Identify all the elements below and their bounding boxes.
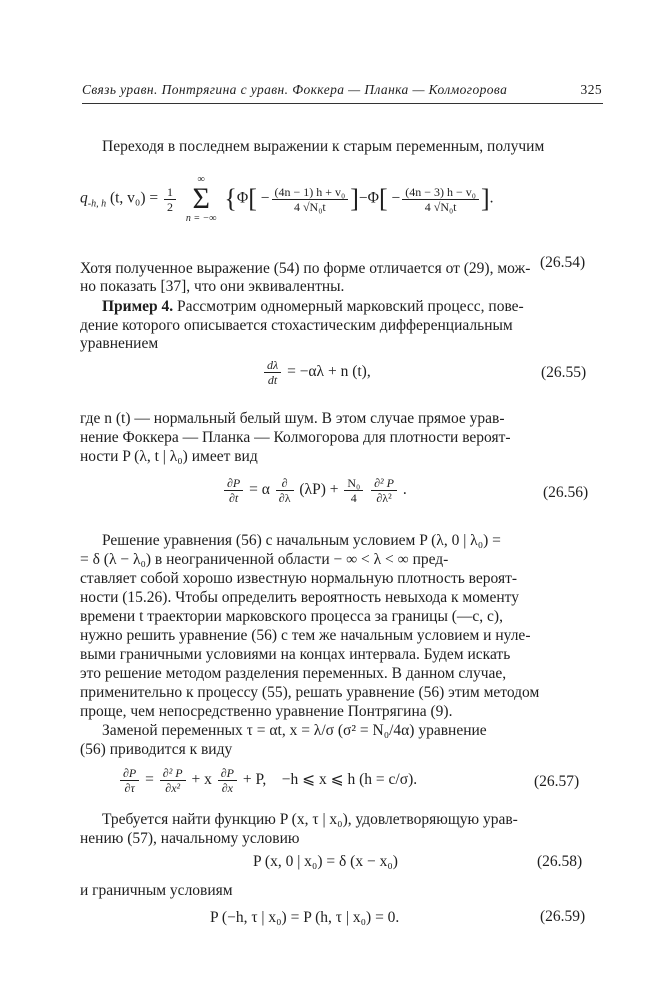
paragraph-line: нению (57), начальному условию: [80, 830, 300, 847]
equation-26-57: $\frac{\partial P}{\partial\tau}$ = $\frac{\text{∂² P}}{\text{∂x²}}$ + x $\frac{\partial P}{\partial x}$ + P, −h ⩽ x ⩽ h (h = c/σ).: [118, 766, 417, 795]
paragraph-line: уравнением: [80, 335, 159, 352]
equation-26-55: $\frac{d\lambda}{dt}$ = −αλ + n (t),: [262, 358, 371, 387]
paragraph-line: Заменой переменных τ = αt, x = λ/σ (σ² = N₀/4α) уравнение: [102, 722, 487, 739]
paragraph-line: Хотя полученное выражение (54) по форме отличается от (29), мож-: [80, 260, 531, 277]
running-header: [82, 80, 602, 102]
equation-26-59: P (−h, τ | x₀) = P (h, τ | x₀) = 0.: [210, 909, 400, 926]
equation-number: (26.55): [541, 364, 587, 381]
equation-number: (26.58): [537, 853, 583, 870]
paragraph-line: = δ (λ − λ₀) в неограниченной области − ∞ < λ < ∞ пред-: [80, 551, 449, 568]
eq54-lhs-sub: -h, h: [87, 198, 107, 210]
eq54-phi2-fraction: $\frac{\text{(4n − 3) h − v₀}}{\text{4 √N₀t}}$: [402, 185, 479, 214]
paragraph-line: но показать [37], что они эквивалентны.: [80, 278, 345, 295]
equation-number: (26.59): [540, 908, 586, 925]
paragraph-line: проще, чем непосредственно уравнение Понтрягина (9).: [80, 703, 453, 720]
paragraph-line: Переходя в последнем выражении к старым переменным, получим: [102, 138, 545, 155]
paragraph-line: это решение методом разделения переменных. В данном случае,: [80, 665, 507, 682]
paragraph-line: Решение уравнения (56) с начальным условием P (λ, 0 | λ₀) =: [102, 532, 501, 549]
paragraph-line: нужно решить уравнение (56) с тем же начальным условием и нуле-: [80, 627, 531, 644]
eq54-lhs-args: (t, v₀) =: [109, 189, 159, 207]
paragraph-line: нение Фоккера — Планка — Колмогорова для плотности вероят-: [80, 429, 511, 446]
paragraph-line: Пример 4. Рассмотрим одномерный марковский процесс, пове-: [102, 298, 524, 315]
eq54-lhs: q: [80, 189, 88, 207]
paragraph-line: (56) приводится к виду: [80, 741, 233, 758]
equation-26-58: P (x, 0 | x₀) = δ (x − x₀): [253, 853, 398, 870]
example-label: Пример 4.: [102, 298, 174, 315]
eq54-summation: ∞ Σ n = −∞: [185, 174, 217, 224]
equation-number: (26.57): [534, 773, 580, 790]
paragraph-line: применительно к процессу (55), решать уравнение (56) этим методом: [80, 684, 540, 701]
header-rule: [82, 103, 603, 104]
paragraph-line: ставляет собой хорошо известную нормальную плотность вероят-: [80, 570, 518, 587]
header-title: Связь уравн. Понтрягина с уравн. Фоккера — Планка — Колмогорова: [82, 82, 508, 97]
paragraph-line: выми граничными условиями на концах интервала. Будем искать: [80, 646, 511, 663]
paragraph-line: дение которого описывается стохастическим дифференциальным: [80, 317, 513, 334]
equation-number: (26.56): [543, 484, 589, 501]
eq54-coefficient: $\frac{1}{2}$: [164, 185, 176, 214]
paragraph-line: где n (t) — нормальный белый шум. В этом случае прямое урав-: [80, 410, 505, 427]
paragraph-line: и граничным условиям: [80, 882, 233, 899]
equation-number: (26.54): [540, 254, 586, 271]
paragraph-line: времени t траектории марковского процесса за границы (—c, c),: [80, 608, 503, 625]
page-number: 325: [580, 82, 602, 97]
paragraph-line: ности (15.26). Чтобы определить вероятность невыхода к моменту: [80, 589, 519, 606]
equation-26-54: $q_{-h, h}$ (t, v₀) = $\frac{1}{2}$ ∞ Σ n = −∞ {Φ[ − $\frac{\text{(4n − 1) h + v₀}}{\text{4 √N₀t}}$ ]−Φ[ − $\frac{\text{(4n − 3) h − v₀}}{\text{4 √N₀t}}$ ].: [80, 174, 494, 224]
equation-26-56: $\frac{\partial P}{\partial t}$ = α $\frac{\partial}{\partial\lambda}$ (λP) + $\frac{\text{N₀}}{4}$ $\frac{\text{∂² P}}{\text{∂λ²}}$ .: [222, 476, 407, 505]
eq54-phi1-fraction: $\frac{\text{(4n − 1) h + v₀}}{\text{4 √N₀t}}$: [272, 185, 349, 214]
paragraph-line: Требуется найти функцию P (x, τ | x₀), удовлетворяющую урав-: [102, 811, 518, 828]
paragraph-line: ности P (λ, t | λ₀) имеет вид: [80, 448, 258, 465]
